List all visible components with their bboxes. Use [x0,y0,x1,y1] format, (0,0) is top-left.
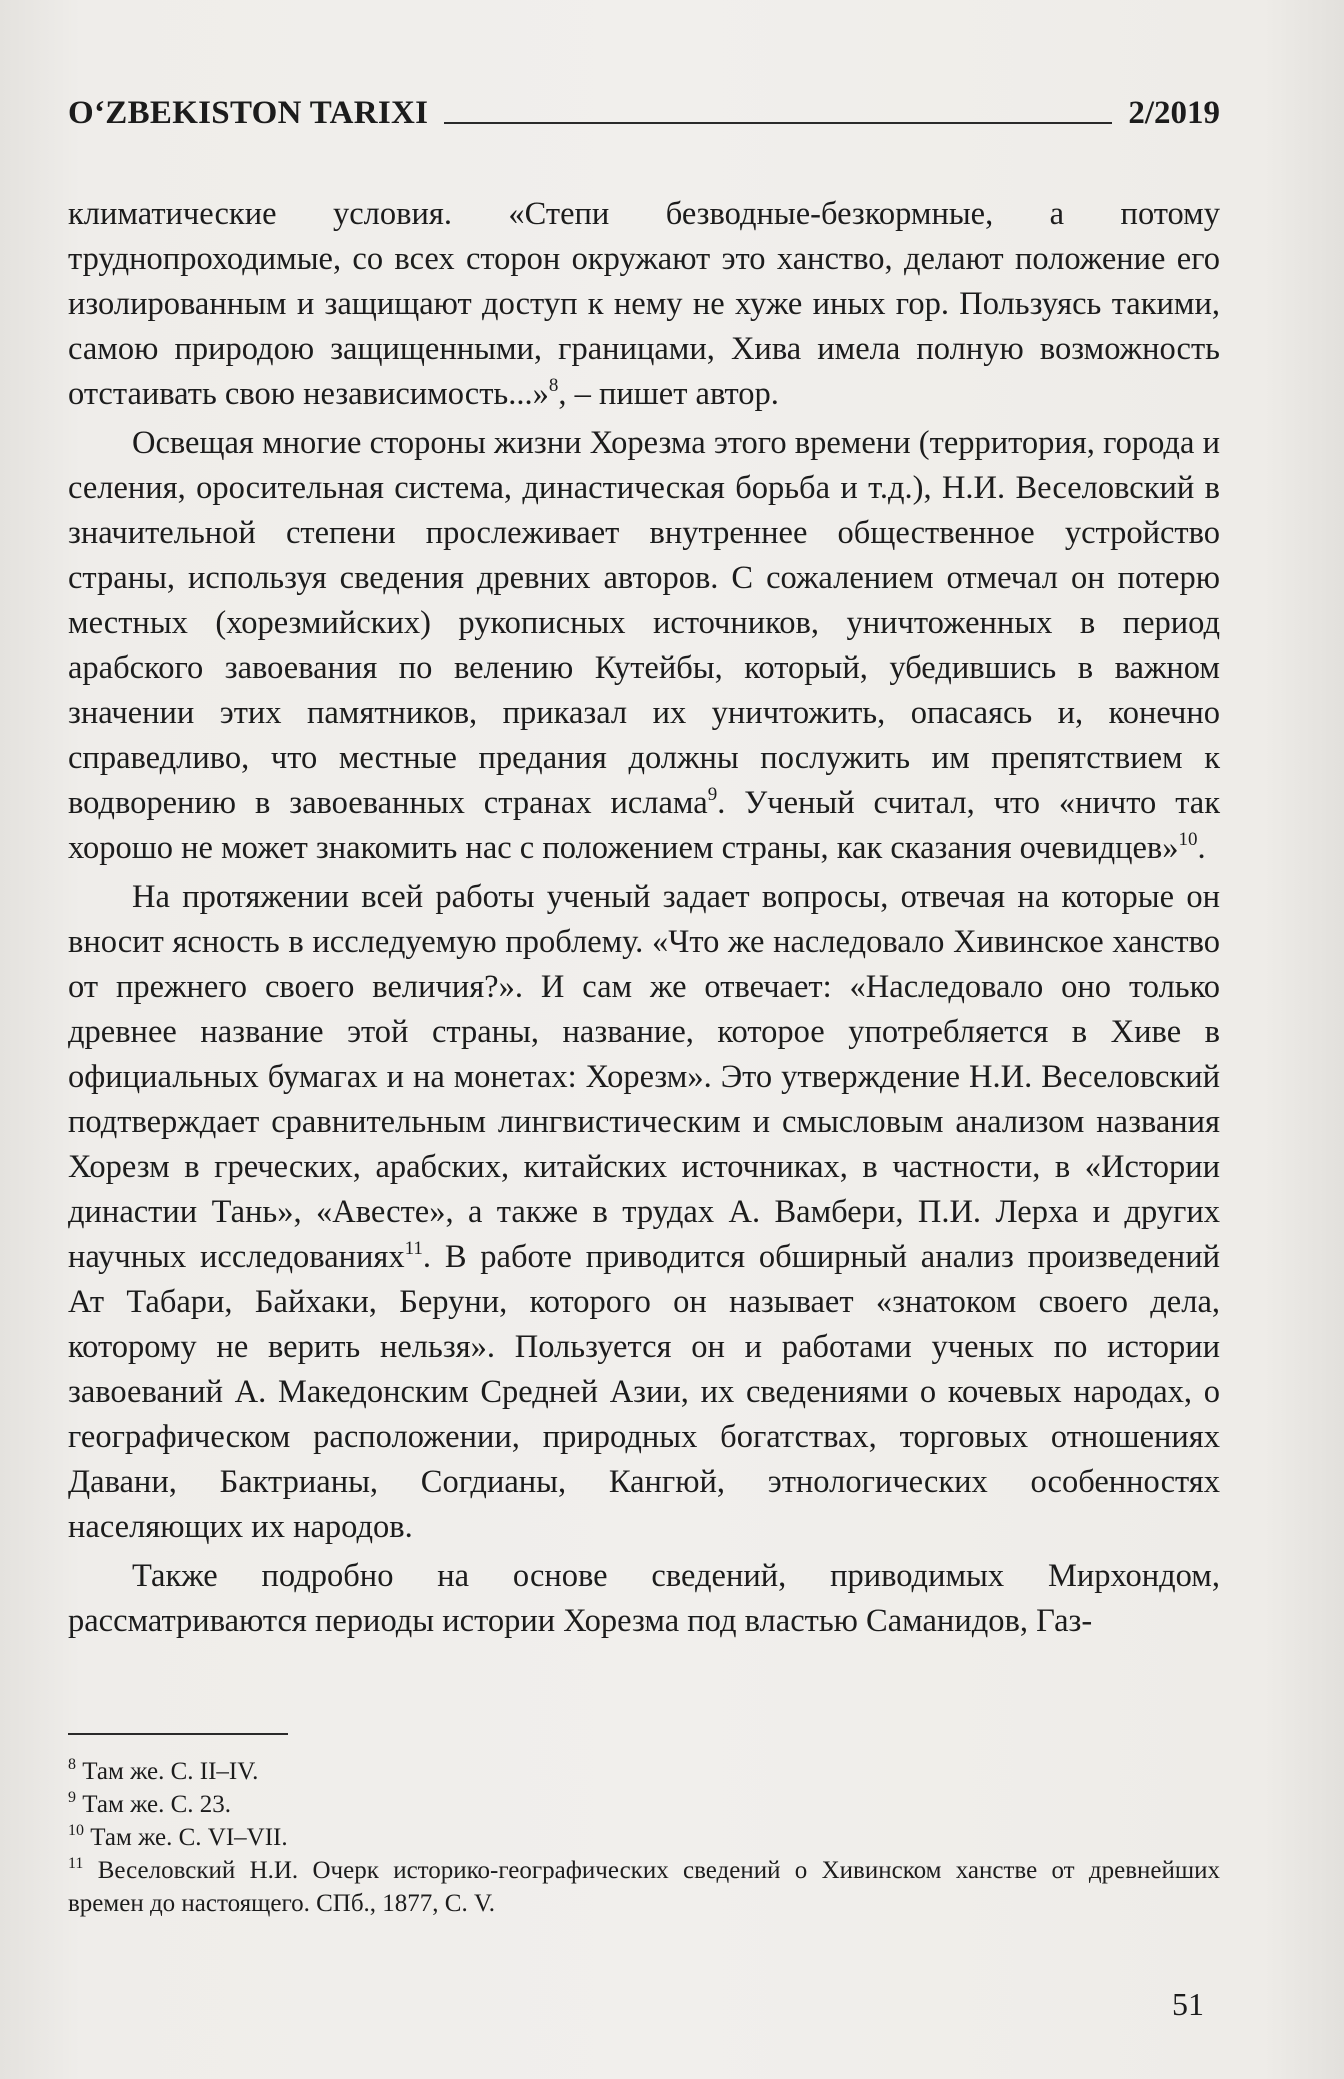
footnote-ref: 9 [707,784,718,805]
footnote-text: Там же. С. II–IV. [82,1758,259,1785]
footnote-number: 10 [68,1822,84,1839]
footnote-number: 9 [68,1789,76,1806]
paragraph-text: Также подробно на основе сведений, приводимых Мирхондом, рассматриваются периоды истории Хорезма под властью Саманидов, Газ- [68,1558,1220,1639]
footnote-number: 8 [68,1756,76,1773]
footnote-ref: 11 [404,1238,423,1259]
paragraph-text: На протяжении всей работы ученый задает вопросы, отвечая на которые он вносит ясность в исследуемую проблему. «Что же наследовало Хивинское ханство от прежнего своего величия?». И сам же отвечает: «Наследовало оно только древнее название этой страны, название, которое употребляется в Хиве в официальных бумагах и на монетах: Хорезм». Это утверждение Н.И. Веселовский подтверждает сравнительным лингвистическим и смысловым анализом названия Хорезм в греческих, арабских, китайских источниках, в частности, в «Истории династии Тань», «Авесте», а также в трудах А. Вамбери, П.И. Лерха и других научных исследованиях [68,879,1220,1275]
paragraph-3 [68,875,1220,1550]
paragraph-text: . В работе приводится обширный анализ произведений Ат Табари, Байхаки, Беруни, которого он называет «знатоком своего дела, которому не верить нельзя». Пользуется он и работами ученых по истории завоеваний А. Македонским Средней Азии, их сведениями о кочевых народах, о географическом расположении, природных богатствах, торговых отношениях Давани, Бактрианы, Согдианы, Кангюй, этнологических особенностях населяющих их народов. [68,1239,1220,1545]
footnote-text: Там же. С. VI–VII. [90,1824,288,1851]
footnote-item [68,1854,1220,1920]
footnote-ref: 10 [1178,829,1198,850]
paragraph-4 [68,1554,1220,1644]
issue-number: 2/2019 [1128,95,1220,131]
journal-title: O‘ZBEKISTON TARIXI [68,95,429,131]
paragraph-text: . [1197,830,1206,866]
footnote-number: 11 [68,1855,84,1872]
footnotes [68,1755,1220,1920]
running-header [68,84,1220,132]
footnote-item [68,1788,1220,1821]
footnote-item [68,1821,1220,1854]
header-rule [444,122,1112,124]
page-number: 51 [1172,1986,1204,2022]
footnote-separator [68,1733,288,1735]
paragraph-text: Освещая многие стороны жизни Хорезма этого времени (территория, города и селения, оросительная система, династическая борьба и т.д.), Н.И. Веселовский в значительной степени прослеживает внутреннее общественное устройство страны, используя сведения древних авторов. С сожалением отмечал он потерю местных (хорезмийских) рукописных источников, уничтоженных в период арабского завоевания по велению Кутейбы, который, убедившись в важном значении этих памятников, приказал их уничтожить, опасаясь и, конечно справедливо, что местные предания должны послужить им препятствием к водворению в завоеванных странах ислама [68,425,1220,821]
footnote-item [68,1755,1220,1788]
paragraph-1 [68,192,1220,417]
footnote-ref: 8 [548,375,559,396]
paragraph-text: , – пишет автор. [558,376,779,412]
paragraph-text: . Ученый считал, что «ничто так хорошо не может знакомить нас с положением страны, как сказания очевидцев» [68,785,1221,866]
paragraph-text: климатические условия. «Степи безводные-безкормные, а потому труднопроходимые, со всех сторон окружают это ханство, делают положение его изолированным и защищают доступ к нему не хуже иных гор. Пользуясь такими, самою природою защищенными, границами, Хива имела полную возможность отстаивать свою независимость...» [68,196,1220,412]
main-text [68,192,1220,1648]
footnote-text: Веселовский Н.И. Очерк историко-географических сведений о Хивинском ханстве от древнейших времен до настоящего. СПб., 1877, С. V. [68,1857,1221,1917]
paragraph-2 [68,421,1220,871]
footnote-text: Там же. С. 23. [82,1791,232,1818]
